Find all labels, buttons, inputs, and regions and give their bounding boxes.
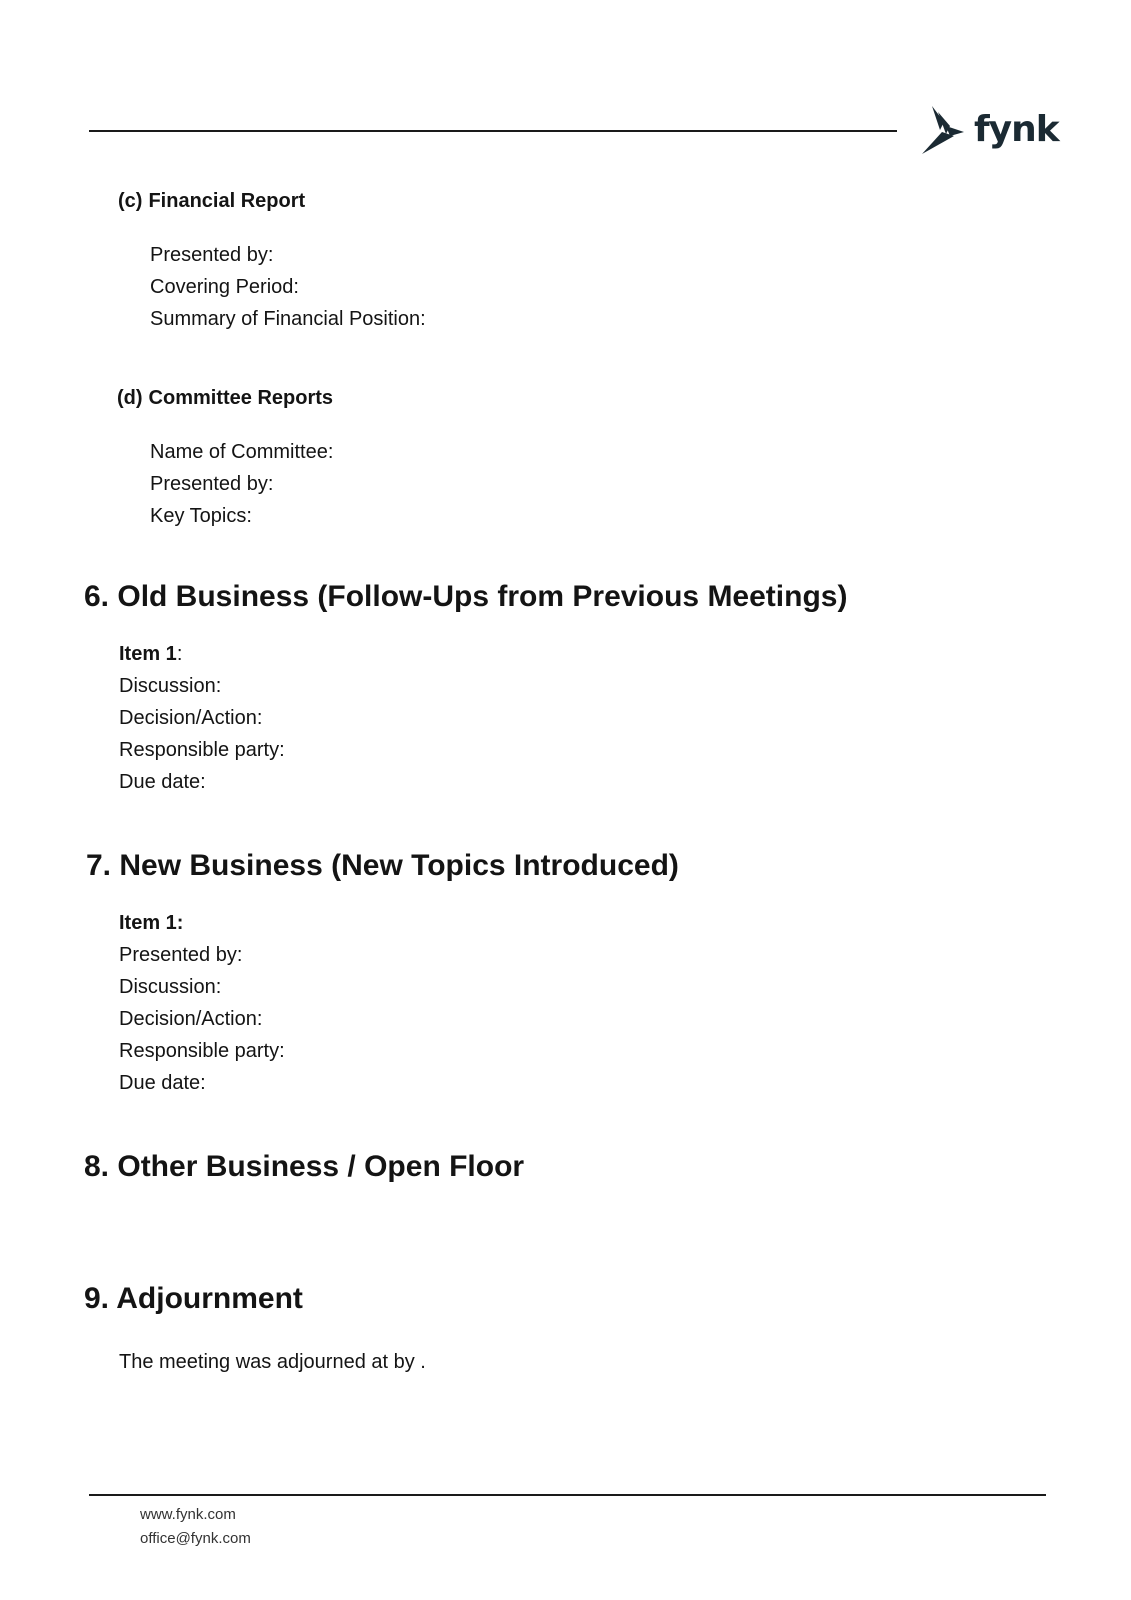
new-business-heading: 7. New Business (New Topics Introduced) (86, 849, 679, 882)
item-colon: : (176, 643, 183, 665)
footer-divider (89, 1494, 1046, 1496)
field-label: Presented by: (150, 244, 274, 266)
field-label: Responsible party: (119, 1040, 285, 1062)
old-business-heading: 6. Old Business (Follow-Ups from Previous Meetings) (84, 580, 848, 613)
financial-report-heading (118, 190, 305, 213)
item-label: Item 1: (119, 912, 184, 934)
field-label: Discussion: (119, 675, 222, 697)
field-label: Discussion: (119, 976, 222, 998)
subsection-title: Financial Report (148, 190, 306, 212)
subsection-label: (c) (118, 190, 143, 212)
field-label: Presented by: (119, 944, 243, 966)
adjournment-text: The meeting was adjourned at by . (119, 1351, 426, 1373)
adjournment-heading: 9. Adjournment (84, 1282, 303, 1315)
subsection-label: (d) (117, 387, 143, 409)
field-label: Presented by: (150, 473, 274, 495)
committee-reports-heading (117, 387, 333, 410)
footer-email: office@fynk.com (140, 1530, 251, 1547)
field-label: Due date: (119, 771, 206, 793)
field-label: Decision/Action: (119, 1008, 263, 1030)
item-number: Item 1 (119, 643, 177, 665)
field-label: Key Topics: (150, 505, 252, 527)
other-business-heading: 8. Other Business / Open Floor (84, 1150, 525, 1183)
field-label: Decision/Action: (119, 707, 263, 729)
field-label: Covering Period: (150, 276, 299, 298)
header-divider (89, 130, 897, 132)
field-label: Responsible party: (119, 739, 285, 761)
field-label: Due date: (119, 1072, 206, 1094)
subsection-title: Committee Reports (148, 387, 334, 409)
bird-icon (920, 104, 968, 156)
field-label: Name of Committee: (150, 441, 334, 463)
field-label: Summary of Financial Position: (150, 308, 426, 330)
logo-text: fynk (974, 109, 1059, 150)
fynk-logo (920, 104, 1059, 156)
item-label (119, 643, 182, 666)
footer-website: www.fynk.com (140, 1506, 236, 1523)
